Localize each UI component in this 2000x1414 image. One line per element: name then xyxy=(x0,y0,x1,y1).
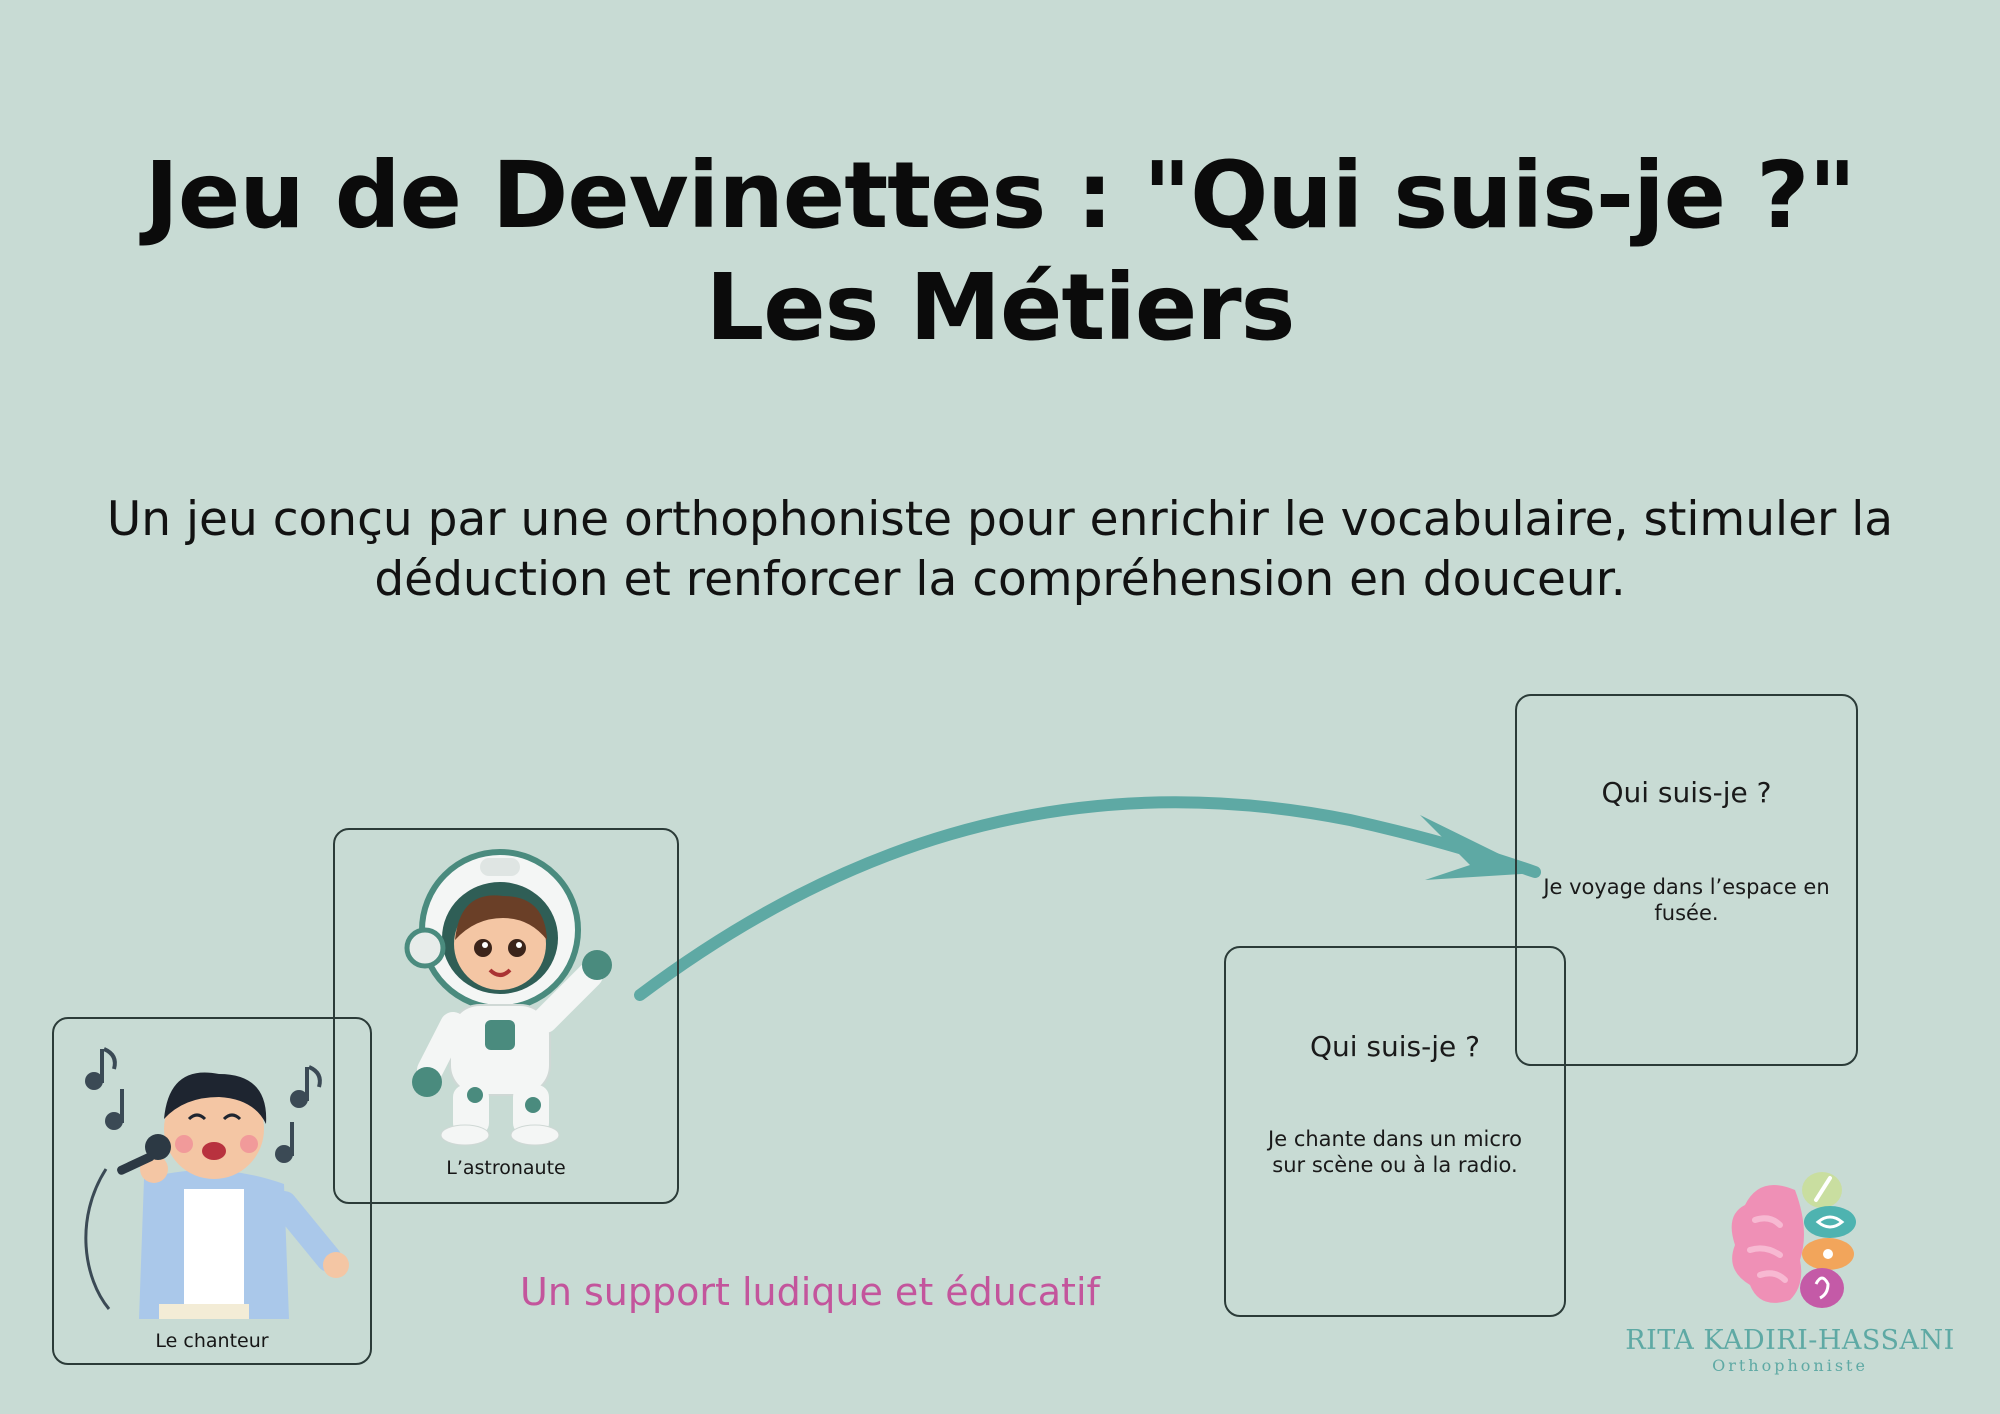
subtitle-line-1: Un jeu conçu par une orthophoniste pour enrichir le vocabulaire, stimuler la xyxy=(106,492,1894,547)
card-riddle-space[interactable] xyxy=(1515,694,1858,1066)
astronaut-illustration xyxy=(335,830,681,1150)
title-line-2: Les Métiers xyxy=(705,254,1295,361)
card-riddle-singer-hint: Je chante dans un micro sur scène ou à la radio. xyxy=(1268,1127,1522,1177)
card-astronaut-caption: L’astronaute xyxy=(446,1157,566,1179)
card-singer-caption: Le chanteur xyxy=(155,1330,269,1352)
card-riddle-singer-question: Qui suis-je ? xyxy=(1309,1030,1481,1063)
singer-illustration xyxy=(54,1019,374,1319)
page-title xyxy=(0,140,2000,364)
card-astronaut[interactable] xyxy=(333,828,679,1204)
title-line-1: Jeu de Devinettes : "Qui suis-je ?" xyxy=(144,142,1856,249)
card-riddle-space-question: Qui suis-je ? xyxy=(1601,776,1772,809)
brand-name: RITA KADIRI-HASSANI xyxy=(1625,1325,1955,1356)
brand-role: Orthophoniste xyxy=(1712,1356,1868,1375)
card-singer[interactable] xyxy=(52,1017,372,1365)
page-subtitle xyxy=(40,490,1960,610)
tagline: Un support ludique et éducatif xyxy=(520,1270,1100,1314)
brain-logo-icon xyxy=(1720,1160,1880,1320)
card-riddle-space-hint: Je voyage dans l’espace en fusée. xyxy=(1543,875,1830,925)
subtitle-line-2: déduction et renforcer la compréhension en douceur. xyxy=(374,552,1626,607)
